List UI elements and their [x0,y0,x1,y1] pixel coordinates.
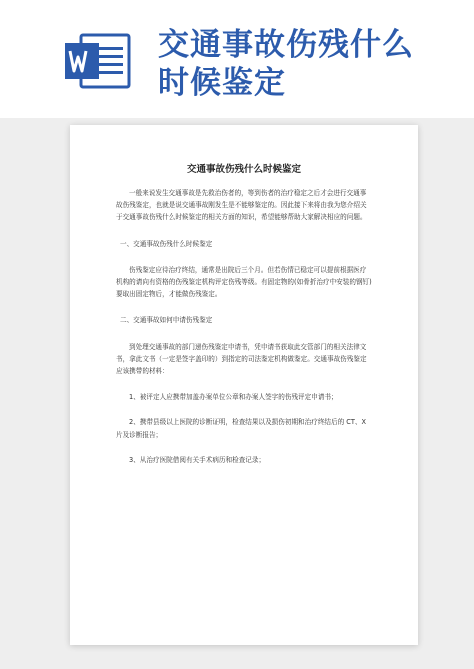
header-banner [0,0,474,118]
section-heading-2: 二、交通事故如何申请伤残鉴定 [120,316,213,325]
list-item-3: 3、从治疗医院借阅有关手术病历和检查记录； [129,455,266,464]
paragraph-section-1: 伤残鉴定应待治疗终结，通常是出院后三个月。但若伤情已稳定可以提前根据医疗机构的请向有资格的伤残鉴定机构评定伤残等级。有固定物的(如骨折治疗中安装的钢钉)要取出固定物后，才能做伤残鉴定。 [116,265,372,299]
document-body [116,187,372,479]
word-document-icon [63,31,133,91]
section-heading-1: 一、交通事故伤残什么时候鉴定 [120,239,213,248]
document-title: 交通事故伤残什么时候鉴定 [186,164,301,175]
header-title [158,26,458,102]
paragraph-intro: 一般来说发生交通事故是先救治伤者的，等到伤者的治疗稳定之后才会进行交通事故伤残鉴定，也就是说交通事故刚发生是不能够鉴定的。因此接下来将由我为您介绍关于交通事故伤残什么时候鉴定的相关方面的知识，希望能够帮助大家解决相应的问题。 [116,189,367,222]
header-title-line2: 时候鉴定 [158,65,286,101]
document-page [70,125,418,645]
list-item-2: 2、携带县级以上医院的诊断证明，检查结果以及损伤初期和治疗终结后的 CT、X 片及诊断报告； [116,418,367,439]
header-title-line1: 交通事故伤残什么 [158,27,414,63]
list-item-1: 1、被评定人应携带加盖办案单位公章和办案人签字的伤残评定申请书； [129,393,338,402]
paragraph-section-2: 到处理交通事故的部门递伤残鉴定申请书，凭申请书获取此交管部门的相关法律文书，拿此文书（一定是签字盖印的）到指定的司法鉴定机构做鉴定。交通事故伤残鉴定应该携带的材料： [116,342,367,376]
